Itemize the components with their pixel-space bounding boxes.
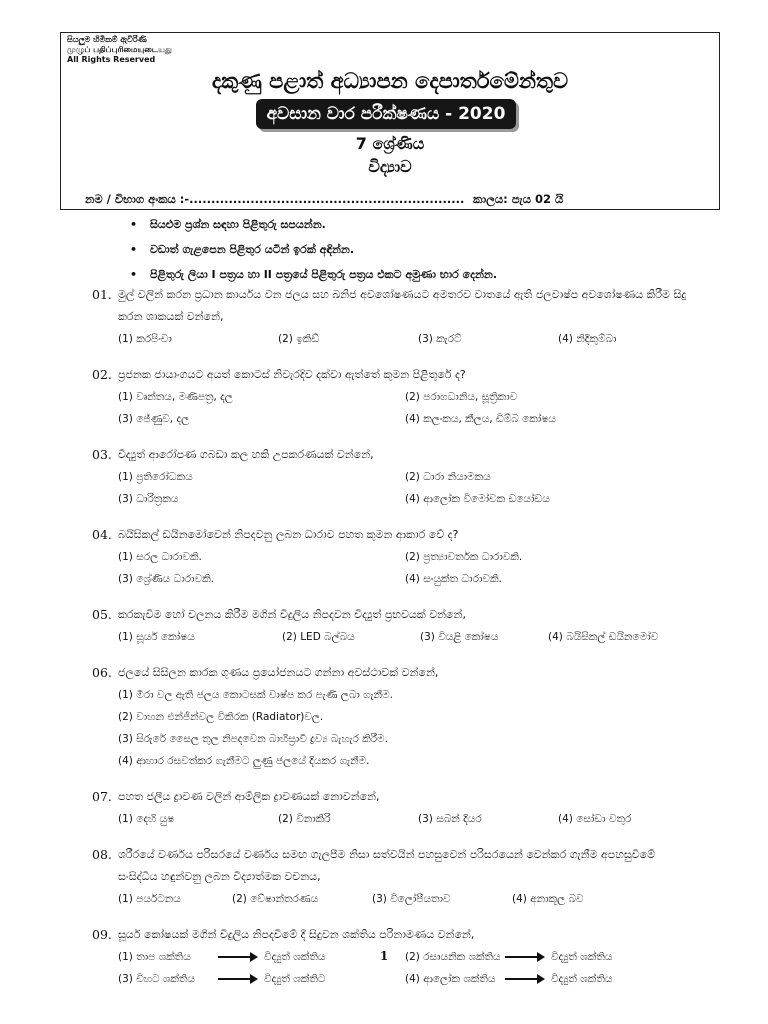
rights-english: All Rights Reserved bbox=[67, 55, 156, 64]
options bbox=[118, 386, 692, 430]
grade-title: 7 ශ්‍රේණිය bbox=[355, 134, 425, 153]
option-1: (1) පර්යටනය bbox=[118, 893, 181, 905]
question-text: ජලයේ සිසිලන කාරක ගුණය ප්‍රයෝජනයට ගන්නා අවස්ථාවක් වන්නේ, bbox=[118, 666, 439, 679]
option-3: (3) ජේණුව, දල bbox=[118, 413, 190, 425]
energy-to: විද්‍යුත් ශක්තිය bbox=[551, 951, 613, 963]
rights-sinhala: සියලුම හිමිකම් ඇවිරිණි bbox=[67, 35, 147, 44]
option-4: (4) බයිසිකල් ඩයිනමෝව bbox=[548, 631, 659, 643]
option-3: (3) සිරුරේ සෛල තුල නිපදවෙන බාහිස්‍රාවී ද්‍රව්‍ය බැහැර කිරීම. bbox=[118, 733, 388, 745]
option-4: (4) කලංකය, කීලය, ඩිම්බ කෝෂය bbox=[405, 413, 556, 425]
options bbox=[118, 626, 692, 648]
question-02 bbox=[92, 364, 692, 430]
question-number: 04. bbox=[92, 527, 112, 542]
question-04 bbox=[92, 524, 692, 590]
option-1: (1) වෘන්තය, මණිපත්‍ර, දල bbox=[118, 391, 233, 403]
name-index-field bbox=[85, 192, 464, 207]
question-number: 01. bbox=[92, 287, 112, 302]
energy-to: විද්‍යුත් ශක්තිට bbox=[264, 973, 326, 985]
option-3: (3) ශ්‍රේණිය ධාරාවකි. bbox=[118, 573, 214, 585]
option-4: (4) ආහාර රසවත්කර ගැනීමට ලුණු ජලයේ දියකර ගැනීම. bbox=[118, 755, 370, 767]
option-1: (1) සූර්ය කෝෂය bbox=[118, 631, 195, 643]
question-06 bbox=[92, 662, 692, 772]
question-text: විද්‍යුත් ආරෝපණ ගබඩා කල හකි උපකරණයක් වන්නේ, bbox=[118, 448, 374, 461]
question-number: 09. bbox=[92, 927, 112, 942]
option-4: (4) ආලෝක විමෝචක ඩයෝඩය bbox=[405, 493, 550, 505]
option-3: (3) ධාරිත්‍රකය bbox=[118, 493, 179, 505]
option-1: (1) දෙහි යුෂ bbox=[118, 813, 175, 825]
question-03 bbox=[92, 444, 692, 510]
instruction-item: • සියළුම ප්‍රශ්න සඳහා පිළිතුරු සපයන්න. bbox=[130, 212, 690, 237]
copyright-notice bbox=[67, 35, 172, 65]
options bbox=[118, 684, 692, 772]
option-1: (1) ප්‍රතිරෝධකය bbox=[118, 471, 193, 483]
instructions-list bbox=[130, 212, 690, 287]
option-4: (4) නිදිකුම්බා bbox=[558, 333, 617, 345]
question-text: ශරීරයේ වර්ණය පරිසරයේ වර්ණය සමඟ ගැලපීම නිසා සත්වයින් පහසුවෙන් පරිසරයෙන් වෙන්කර ගැනීම අපහසුවීමේ සංසිද්ධිය හඳුන්වනු ලබන විද්‍යාත්මක වචනය, bbox=[118, 848, 656, 883]
name-label: නම / විභාග අංකය :- bbox=[85, 192, 190, 206]
option-2: (2) LED බල්බය bbox=[282, 631, 355, 643]
options bbox=[118, 546, 692, 590]
name-dots: ............................................................... bbox=[189, 192, 465, 206]
exam-title-banner: අවසාන වාර පරීක්ෂණය - 2020 bbox=[256, 99, 516, 129]
option-2: (2) ධාරා නියාමකය bbox=[405, 471, 491, 483]
option-2: (2) පරාගධානිය, සූත්‍රිකාව bbox=[405, 391, 518, 403]
question-text: පහත ජලීය ද්‍රාවණ වලින් ආම්ලික ද්‍රාවණයක් නොවන්නේ, bbox=[118, 790, 380, 803]
question-number: 07. bbox=[92, 789, 112, 804]
question-08 bbox=[92, 844, 692, 910]
question-number: 06. bbox=[92, 665, 112, 680]
option-2: (2) ඉකිඩ් bbox=[278, 333, 320, 345]
right-arrow-icon bbox=[505, 974, 545, 984]
option-2: (2) විනාකිරි bbox=[278, 813, 331, 825]
rights-tamil: முழுப் பதிப்புரிமையுடையது bbox=[67, 45, 172, 54]
energy-from: (3) චිහට ශක්තිය bbox=[118, 973, 196, 985]
option-2: (2) වේෂාන්තරණය bbox=[232, 893, 319, 905]
question-01 bbox=[92, 284, 692, 350]
time-allowed: කාලය: පැය 02 යි bbox=[473, 192, 564, 206]
question-number: 03. bbox=[92, 447, 112, 462]
option-3: (3) විලෝපීයතාව bbox=[372, 893, 451, 905]
options bbox=[118, 466, 692, 510]
question-text: කරකැවීම හෝ චලනය කිරීම මගින් විදුලිය නිපදවන විද්‍යුත් ප්‍රභවයක් වන්නේ, bbox=[118, 608, 466, 621]
option-3 bbox=[118, 968, 405, 990]
question-text: මුල් වලින් කරන ප්‍රධාන කාර්යය වන ජලය සහ ඛනිජ අවශෝෂණයට අමතරව වාතයේ ඇති ජලවාෂ්ප අවශෝෂණය කිරීම සිදු කරන ශාකයක් වන්නේ, bbox=[118, 288, 687, 323]
option-4 bbox=[405, 968, 692, 990]
energy-from: (1) තාප ශක්තිය bbox=[118, 951, 191, 963]
question-number: 08. bbox=[92, 847, 112, 862]
department-title: දකුණු පළාත් අධ්‍යාපන දෙපාර්තමේන්තුව bbox=[211, 69, 569, 93]
question-05 bbox=[92, 604, 692, 648]
exam-header bbox=[60, 32, 720, 210]
question-number: 05. bbox=[92, 607, 112, 622]
option-4: (4) සෝඩා වතුර bbox=[558, 813, 632, 825]
options bbox=[118, 888, 692, 910]
option-1: (1) මීරා වල ඇති ජලය කොටසක් වාෂ්ප කර පැණි ලබා ගැනීම. bbox=[118, 689, 393, 701]
option-1: (1) සරල ධාරාවකි. bbox=[118, 551, 202, 563]
option-3: (3) කැරට් bbox=[418, 333, 462, 345]
option-3: (3) සබන් දියර bbox=[418, 813, 482, 825]
instruction-item: • වඩාත් ගැළපෙන පිළිතුර යටින් ඉරක් අඳින්න. bbox=[130, 237, 690, 262]
questions-section bbox=[92, 284, 692, 1004]
options bbox=[118, 808, 692, 830]
right-arrow-icon bbox=[218, 974, 258, 984]
question-07 bbox=[92, 786, 692, 830]
option-4: (4) සංයුක්ත ධාරාවකි. bbox=[405, 573, 502, 585]
options bbox=[118, 328, 692, 350]
subject-title: විද්‍යාව bbox=[368, 157, 412, 176]
energy-from: (4) ආලෝක ශක්තිය bbox=[405, 973, 496, 985]
option-1: (1) කරපිංචා bbox=[118, 333, 172, 345]
question-text: සූර්ය කෝෂයක් මගින් විදුලිය නිපදවීමේ දී සිදුවන ශක්තිය පරිනාමණය වන්නේ, bbox=[118, 928, 475, 941]
page-number: 1 bbox=[379, 949, 389, 963]
question-text: ප්‍රජනක ජායාංගයට අයත් කොටස් නිවැරදිව දක්වා ඇත්තේ කුමන පිළිතුරේ ද? bbox=[118, 368, 466, 381]
instruction-item: • පිළිතුරු ලියා I පත්‍රය හා II පත්‍රයේ පිළිතුරු පත්‍රය එකට අමුණා භාර දෙන්න. bbox=[130, 262, 690, 287]
option-4: (4) අනාකූල බව bbox=[512, 893, 584, 905]
energy-to: විද්‍යුත් ශක්තිය bbox=[551, 973, 613, 985]
option-3: (3) වියළි කෝෂය bbox=[420, 631, 499, 643]
question-text: බයිසිකල් ඩයිනමෝවෙන් නිපදවනු ලබන ධාරාව පහත කුමන ආකාර වේ ද? bbox=[118, 528, 459, 541]
energy-from: (2) රසායනික ශක්තිය bbox=[405, 951, 501, 963]
option-2: (2) වාහන එන්ජින්වල විකිරක (Radiator)වල. bbox=[118, 711, 324, 723]
option-2: (2) ප්‍රත්‍යාවර්තක ධාරාවකි. bbox=[405, 551, 523, 563]
energy-to: විද්‍යුත් ශක්තිය bbox=[264, 951, 326, 963]
question-number: 02. bbox=[92, 367, 112, 382]
